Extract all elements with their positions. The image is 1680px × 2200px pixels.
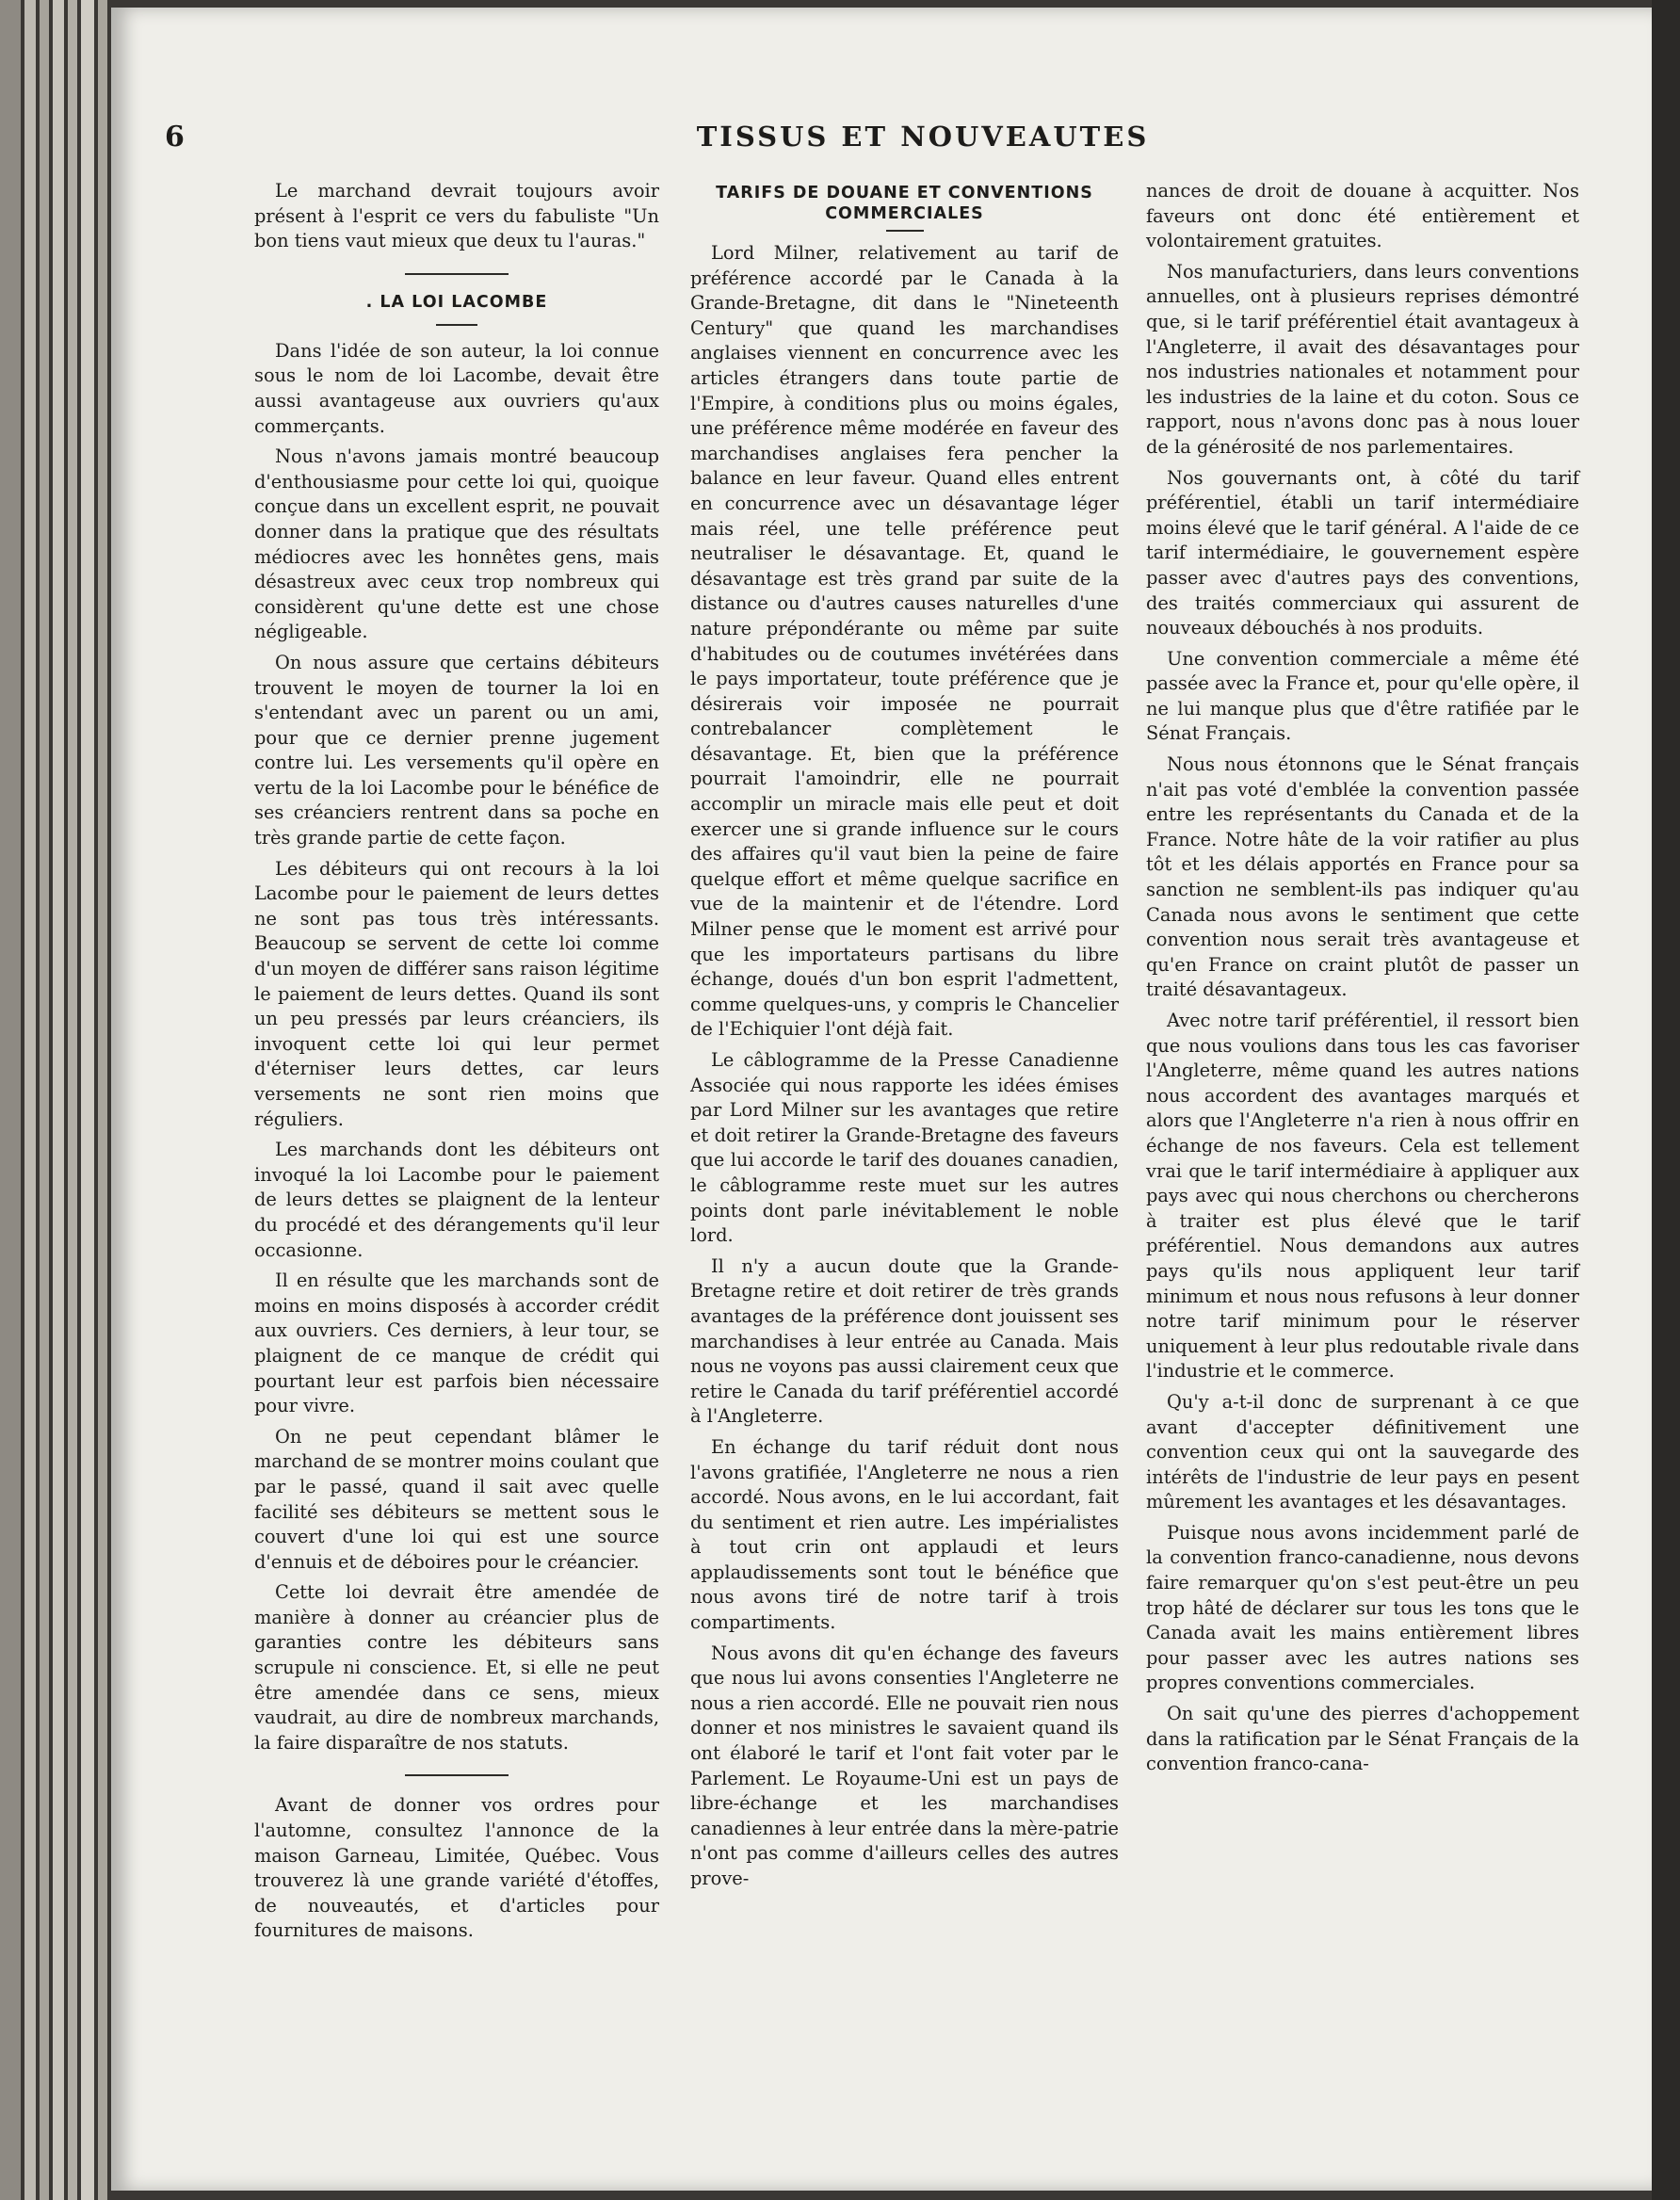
heading-rule bbox=[886, 230, 924, 232]
article-paragraph: Il en résulte que les marchands sont de moins en moins disposés à accorder crédit aux ouvriers. Ces derniers, à leur tour, se plaignent de ce manque de crédit qui pourtant leur est parfois bien nécessaire pour vivre. bbox=[254, 1270, 659, 1417]
page-edge bbox=[40, 0, 49, 2200]
article-paragraph: nances de droit de douane à acquitter. Nos faveurs ont donc été entièrement et volontairement gratuites. bbox=[1146, 180, 1579, 252]
page-number: 6 bbox=[165, 121, 185, 154]
article-paragraph: Le câblogramme de la Presse Canadienne Associée qui nous rapporte les idées émises par Lord Milner sur les avantages que retire et doit retirer la Grande-Bretagne des faveurs que lui accorde le tarif des douanes canadien, le câblogramme reste muet sur les autres points dont parle inévitablement le noble lord. bbox=[690, 1049, 1119, 1247]
page-edge bbox=[81, 0, 94, 2200]
page-edge bbox=[24, 0, 36, 2200]
column-1 bbox=[254, 179, 659, 1949]
article-paragraph: Puisque nous avons incidemment parlé de la convention franco-canadienne, nous devons faire remarquer qu'on s'est peut-être un peu trop hâté de déclarer sur tous les tons que le Canada avait les mains entièrement libres pour passer avec les autres nations ses propres conventions commerciales. bbox=[1146, 1521, 1579, 1694]
column-3 bbox=[1146, 179, 1579, 1783]
article-paragraph: Nos gouvernants ont, à côté du tarif préférentiel, établi un tarif intermédiaire moins élevé que le tarif général. A l'aide de ce tarif intermédiaire, le gouvernement espère passer avec d'autres pays des conventions, des traités commerciaux qui assurent de nouveaux débouchés à nos produits. bbox=[1146, 466, 1579, 639]
page-edge bbox=[98, 0, 107, 2200]
page-edge bbox=[0, 0, 21, 2200]
page-edge bbox=[68, 0, 77, 2200]
article-paragraph: Cette loi devrait être amendée de manière à donner au créancier plus de garanties contre les débiteurs sans scrupule ni conscience. Et, si elle ne peut être amendée dans ce sens, mieux vaudrait, au dire de nombreux marchands, la faire disparaître de nos statuts. bbox=[254, 1581, 659, 1754]
heading-rule bbox=[436, 324, 477, 326]
scan-border bbox=[1652, 0, 1680, 2200]
article-paragraph: Avec notre tarif préférentiel, il ressort bien que nous voulions dans tous les cas favoriser l'Angleterre, même quand les autres nations nous accordent des avantages marqués et alors que l'Angleterre n'a rien à nous offrir en échange de nos faveurs. Cela est tellement vrai que le tarif intermédiaire à appliquer aux pays avec qui nous cherchons ou chercherons à traiter est plus élevé que le tarif préférentiel. Nous demandons aux autres pays qu'ils nous appliquent leur tarif minimum et nous nous refusons à leur donner notre tarif minimum pour le réserver uniquement à leur plus redoutable rivale dans l'industrie et le commerce. bbox=[1146, 1010, 1579, 1383]
column-2 bbox=[690, 179, 1119, 1898]
article-paragraph: Nous n'avons jamais montré beaucoup d'enthousiasme pour cette loi qui, quoique conçue dans un excellent esprit, ne pouvait donner dans la pratique que des résultats médiocres avec les honnêtes gens, mais désastreux avec ceux trop nombreux qui considèrent qu'une dette est une chose négligeable. bbox=[254, 445, 659, 643]
section-divider bbox=[405, 1774, 509, 1776]
intro-paragraph: Le marchand devrait toujours avoir présent à l'esprit ce vers du fabuliste "Un bon tiens vaut mieux que deux tu l'auras." bbox=[254, 180, 659, 252]
article-heading-tarifs: TARIFS DE DOUANE ET CONVENTIONS COMMERCIALES bbox=[716, 184, 1093, 223]
article-paragraph: Nos manufacturiers, dans leurs conventions annuelles, ont à plusieurs reprises démontré que, si le tarif préférentiel était avantageux à l'Angleterre, il avait des désavantages pour nos industries nationales et notamment pour les industries de la laine et du coton. Sous ce rapport, nous n'avons donc pas à nous louer de la générosité de nos parlementaires. bbox=[1146, 260, 1579, 458]
article-paragraph: Qu'y a-t-il donc de surprenant à ce que avant d'accepter définitivement une convention ceux qui ont la sauvegarde des intérêts de l'industrie de leur pays en pesent mûrement les avantages et les désavantages. bbox=[1146, 1390, 1579, 1513]
article-paragraph: En échange du tarif réduit dont nous l'avons gratifiée, l'Angleterre ne nous a rien accordé. Nous avons, en le lui accordant, fait du sentiment et rien autre. Les impérialistes à tout crin ont applaudi et leurs applaudissements sont tout le bénéfice que nous avons tiré de notre tarif à trois compartiments. bbox=[690, 1435, 1119, 1634]
article-paragraph: Il n'y a aucun doute que la Grande-Bretagne retire et doit retirer de très grands avantages de la préférence dont jouissent ses marchandises à leur entrée au Canada. Mais nous ne voyons pas aussi clairement ceux que retire le Canada du tarif préférentiel accordé à l'Angleterre. bbox=[690, 1254, 1119, 1428]
page-edge bbox=[53, 0, 64, 2200]
article-paragraph: On sait qu'une des pierres d'achoppement dans la ratification par le Sénat Français de la convention franco-cana- bbox=[1146, 1703, 1579, 1775]
article-paragraph: Les marchands dont les débiteurs ont invoqué la loi Lacombe pour le paiement de leurs dettes se plaignent de la lenteur du procédé et des dérangements qu'il leur occasionne. bbox=[254, 1139, 659, 1261]
article-paragraph: Dans l'idée de son auteur, la loi connue sous le nom de loi Lacombe, devait être aussi avantageuse aux ouvriers qu'aux commerçants. bbox=[254, 339, 659, 437]
section-divider bbox=[405, 273, 509, 275]
advert-notice bbox=[254, 1793, 659, 1944]
article-paragraph: Nous avons dit qu'en échange des faveurs que nous lui avons consenties l'Angleterre ne nous a rien accordé. Elle ne pouvait rien nous donner et nos ministres le savaient quand ils ont élaboré le tarif et l'ont fait voter par le Parlement. Le Royaume-Uni est un pays de libre-échange et les marchandises canadiennes à leur entrée dans la mère-patrie n'ont pas comme d'ailleurs celles des autres prove- bbox=[690, 1642, 1119, 1889]
article-paragraph: Lord Milner, relativement au tarif de préférence accordé par le Canada à la Grande-Bretagne, dit dans le "Nineteenth Century" que quand les marchandises anglaises viennent en concurrence avec les articles étrangers dans toute partie de l'Empire, à conditions plus ou moins égales, une préférence même modérée en faveur des marchandises anglaises fera pencher la balance en leur faveur. Quand elles entrent en concurrence avec un désavantage léger mais réel, une telle préférence peut neutraliser le désavantage. Et, quand le désavantage est très grand par suite de la distance ou d'autres causes naturelles d'une nature prépondérante ou même par suite d'habitudes ou de coutumes invétérées dans le pays importateur, toute préférence que je désirerais voir imposée ne pourrait contrebalancer complètement le désavantage. Et, bien que la préférence pourrait l'amoindrir, elle ne pourrait accomplir un miracle mais elle peut et doit exercer une si grande influence sur le cours des affaires qu'il vaut bien la peine de faire quelque effort et même quelque sacrifice en vue de la maintenir et de l'étendre. Lord Milner pense que le moment est arrivé pour que les importateurs partisans du libre échange, doués d'un bon esprit l'admettent, comme quelques-uns, y compris le Chancelier de l'Echiquier l'ont déjà fait. bbox=[690, 242, 1119, 1041]
article-heading-loi-lacombe: . LA LOI LACOMBE bbox=[365, 292, 548, 312]
running-head: TISSUS ET NOUVEAUTES bbox=[696, 121, 1150, 153]
advert-text: Avant de donner vos ordres pour l'automne, consultez l'annonce de la maison Garneau, Limitée, Québec. Vous trouverez là une grande variété d'étoffes, de nouveautés, et d'articles pour fournitures de maisons. bbox=[254, 1794, 659, 1942]
article-paragraph: Une convention commerciale a même été passée avec la France et, pour qu'elle opère, il ne lui manque plus que d'être ratifiée par le Sénat Français. bbox=[1146, 647, 1579, 745]
article-paragraph: Les débiteurs qui ont recours à la loi Lacombe pour le paiement de leurs dettes ne sont pas tous très intéressants. Beaucoup se servent de cette loi comme d'un moyen de différer sans raison légitime le paiement de leurs dettes. Quand ils sont un peu pressés par leurs créanciers, ils invoquent cette loi qui leur permet d'éterniser leurs dettes, car leurs versements ne sont rien moins que réguliers. bbox=[254, 857, 659, 1130]
article-paragraph: Nous nous étonnons que le Sénat français n'ait pas voté d'emblée la convention passée entre les représentants du Canada et de la France. Notre hâte de la voir ratifier au plus tôt et les délais apportés en France pour sa sanction ne semblent-ils pas indiquer qu'au Canada nous avons le sentiment que cette convention nous serait très avantageuse et qu'en France on craint plutôt de passer un traité désavantageux. bbox=[1146, 753, 1579, 1001]
article-paragraph: On nous assure que certains débiteurs trouvent le moyen de tourner la loi en s'entendant avec un parent ou un ami, pour que ce dernier prenne jugement contre lui. Les versements qu'il opère en vertu de la loi Lacombe pour le bénéfice de ses créanciers rentrent dans sa poche en très grande partie de cette façon. bbox=[254, 651, 659, 849]
article-paragraph: On ne peut cependant blâmer le marchand de se montrer moins coulant que par le passé, quand il sait avec quelle facilité ses débiteurs se mettent sous le couvert d'une loi qui est une source d'ennuis et de déboires pour le créancier. bbox=[254, 1425, 659, 1573]
